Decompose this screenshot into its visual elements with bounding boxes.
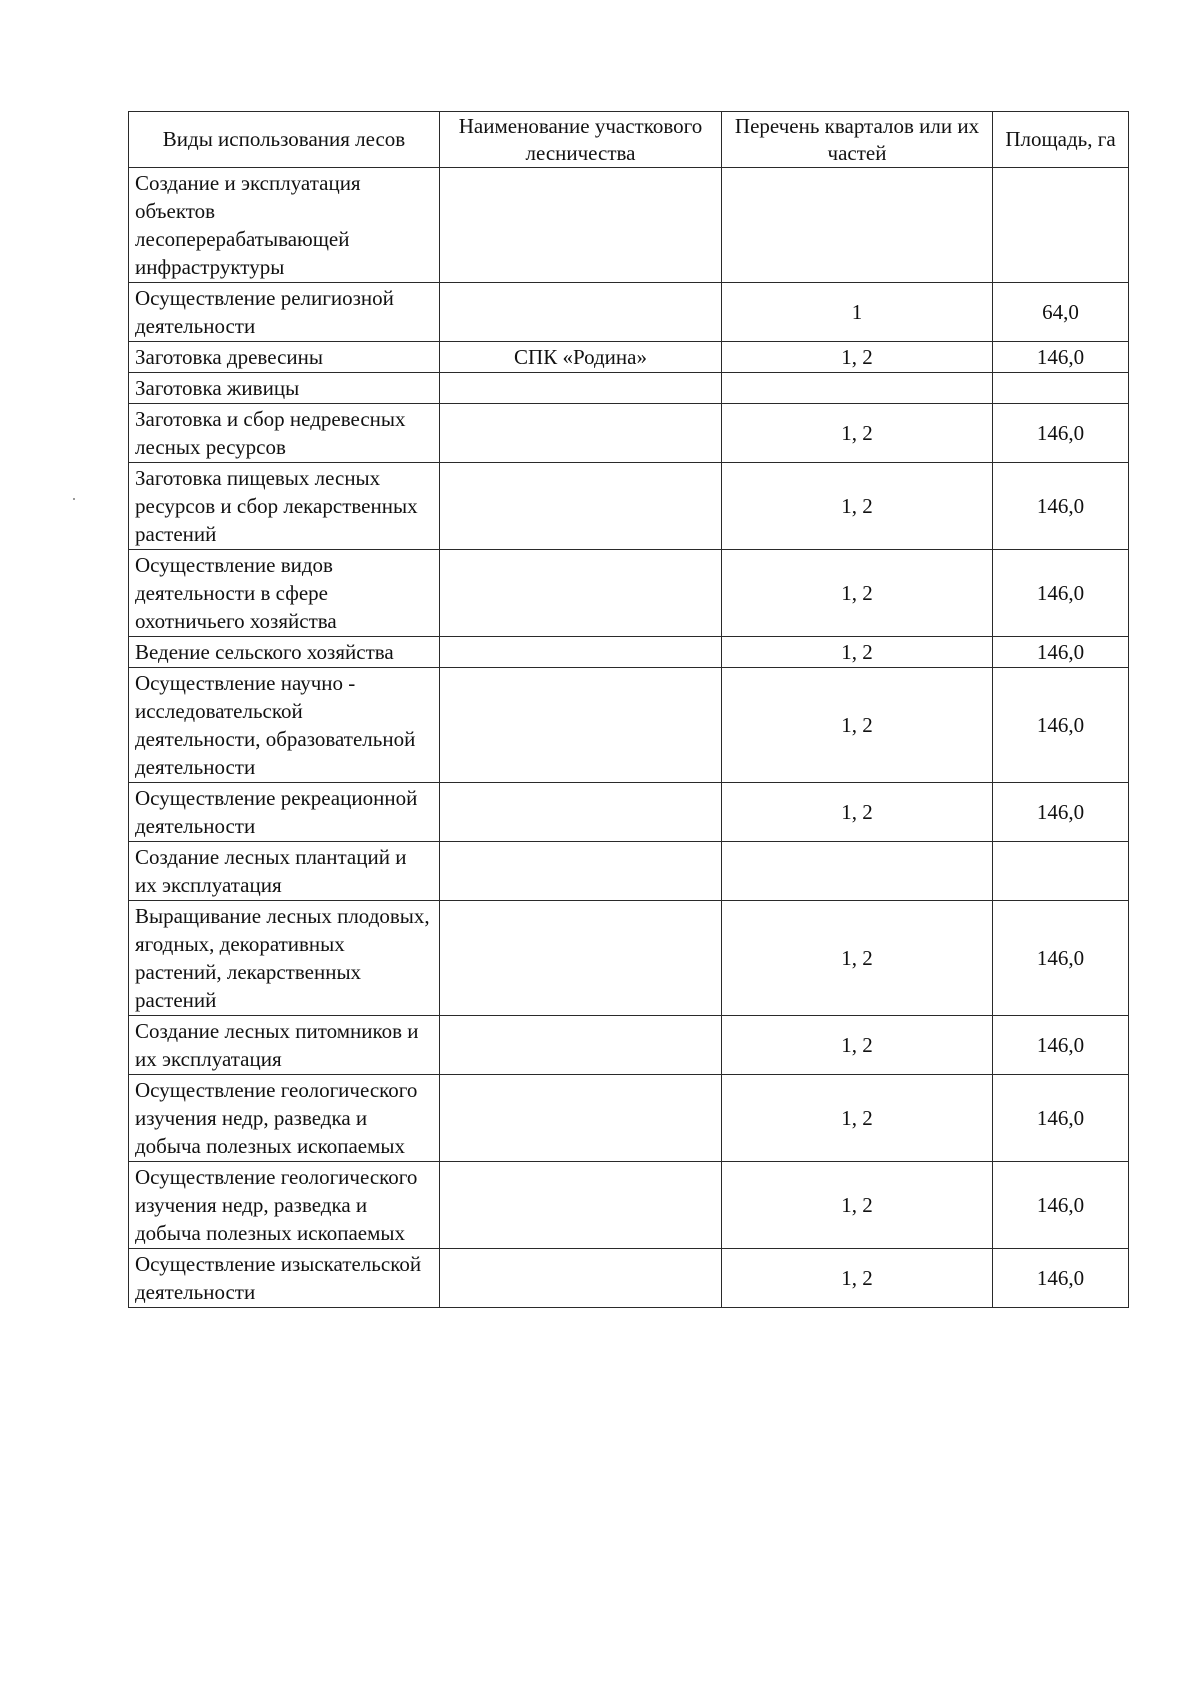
usage-cell: Осуществление геологического изучения недр, разведка и добыча полезных ископаемых — [129, 1075, 440, 1162]
usage-cell: Ведение сельского хозяйства — [129, 637, 440, 668]
forestry-name-cell — [440, 404, 722, 463]
quarters-cell: 1, 2 — [722, 783, 993, 842]
table-row — [129, 668, 1129, 783]
usage-cell: Создание лесных питомников и их эксплуатация — [129, 1016, 440, 1075]
area-cell: 146,0 — [993, 637, 1129, 668]
usage-cell: Создание лесных плантаций и их эксплуатация — [129, 842, 440, 901]
header-row — [129, 112, 1129, 168]
table-row — [129, 283, 1129, 342]
quarters-cell: 1, 2 — [722, 1016, 993, 1075]
usage-cell: Осуществление научно - исследовательской деятельности, образовательной деятельности — [129, 668, 440, 783]
area-cell — [993, 168, 1129, 283]
quarters-cell — [722, 373, 993, 404]
table-row — [129, 637, 1129, 668]
table-row — [129, 1249, 1129, 1308]
table-row — [129, 901, 1129, 1016]
forestry-name-cell — [440, 1075, 722, 1162]
header-quarters: Перечень кварталов или их частей — [722, 112, 993, 168]
forestry-name-cell — [440, 1016, 722, 1075]
forestry-name-cell — [440, 783, 722, 842]
quarters-cell: 1, 2 — [722, 668, 993, 783]
quarters-cell: 1, 2 — [722, 637, 993, 668]
table-row — [129, 1162, 1129, 1249]
area-cell: 146,0 — [993, 1162, 1129, 1249]
table-row — [129, 783, 1129, 842]
scan-artifact — [73, 498, 75, 500]
area-cell: 146,0 — [993, 550, 1129, 637]
forestry-name-cell — [440, 463, 722, 550]
table-body — [129, 168, 1129, 1308]
table-row — [129, 373, 1129, 404]
area-cell: 146,0 — [993, 404, 1129, 463]
quarters-cell: 1, 2 — [722, 901, 993, 1016]
table-row — [129, 463, 1129, 550]
usage-cell: Осуществление видов деятельности в сфере охотничьего хозяйства — [129, 550, 440, 637]
area-cell — [993, 373, 1129, 404]
area-cell: 146,0 — [993, 901, 1129, 1016]
forestry-name-cell — [440, 637, 722, 668]
quarters-cell: 1, 2 — [722, 404, 993, 463]
header-forestry-name: Наименование участкового лесничества — [440, 112, 722, 168]
quarters-cell: 1, 2 — [722, 463, 993, 550]
forestry-name-cell — [440, 901, 722, 1016]
usage-cell: Заготовка древесины — [129, 342, 440, 373]
forestry-name-cell — [440, 168, 722, 283]
table-row — [129, 342, 1129, 373]
quarters-cell: 1, 2 — [722, 1075, 993, 1162]
table-row — [129, 168, 1129, 283]
table-header — [129, 112, 1129, 168]
area-cell — [993, 842, 1129, 901]
forestry-name-cell — [440, 1249, 722, 1308]
forest-usage-table — [128, 111, 1129, 1308]
table-row — [129, 1016, 1129, 1075]
quarters-cell — [722, 842, 993, 901]
table-row — [129, 842, 1129, 901]
header-usage: Виды использования лесов — [129, 112, 440, 168]
quarters-cell: 1, 2 — [722, 342, 993, 373]
quarters-cell: 1 — [722, 283, 993, 342]
area-cell: 146,0 — [993, 342, 1129, 373]
header-area: Площадь, га — [993, 112, 1129, 168]
usage-cell: Заготовка и сбор недревесных лесных ресурсов — [129, 404, 440, 463]
forestry-name-cell — [440, 550, 722, 637]
usage-cell: Создание и эксплуатация объектов лесоперерабатывающей инфраструктуры — [129, 168, 440, 283]
forestry-name-cell: СПК «Родина» — [440, 342, 722, 373]
area-cell: 146,0 — [993, 783, 1129, 842]
quarters-cell: 1, 2 — [722, 1249, 993, 1308]
forestry-name-cell — [440, 1162, 722, 1249]
table-row — [129, 404, 1129, 463]
area-cell: 146,0 — [993, 1249, 1129, 1308]
quarters-cell: 1, 2 — [722, 1162, 993, 1249]
area-cell: 146,0 — [993, 1075, 1129, 1162]
area-cell: 146,0 — [993, 463, 1129, 550]
usage-cell: Осуществление религиозной деятельности — [129, 283, 440, 342]
quarters-cell: 1, 2 — [722, 550, 993, 637]
area-cell: 64,0 — [993, 283, 1129, 342]
forestry-name-cell — [440, 283, 722, 342]
forestry-name-cell — [440, 373, 722, 404]
forestry-name-cell — [440, 668, 722, 783]
area-cell: 146,0 — [993, 668, 1129, 783]
table-row — [129, 550, 1129, 637]
area-cell: 146,0 — [993, 1016, 1129, 1075]
usage-cell: Заготовка пищевых лесных ресурсов и сбор лекарственных растений — [129, 463, 440, 550]
usage-cell: Заготовка живицы — [129, 373, 440, 404]
usage-cell: Осуществление рекреационной деятельности — [129, 783, 440, 842]
table-row — [129, 1075, 1129, 1162]
quarters-cell — [722, 168, 993, 283]
usage-cell: Выращивание лесных плодовых, ягодных, декоративных растений, лекарственных растений — [129, 901, 440, 1016]
forestry-name-cell — [440, 842, 722, 901]
usage-cell: Осуществление геологического изучения недр, разведка и добыча полезных ископаемых — [129, 1162, 440, 1249]
usage-cell: Осуществление изыскательской деятельности — [129, 1249, 440, 1308]
